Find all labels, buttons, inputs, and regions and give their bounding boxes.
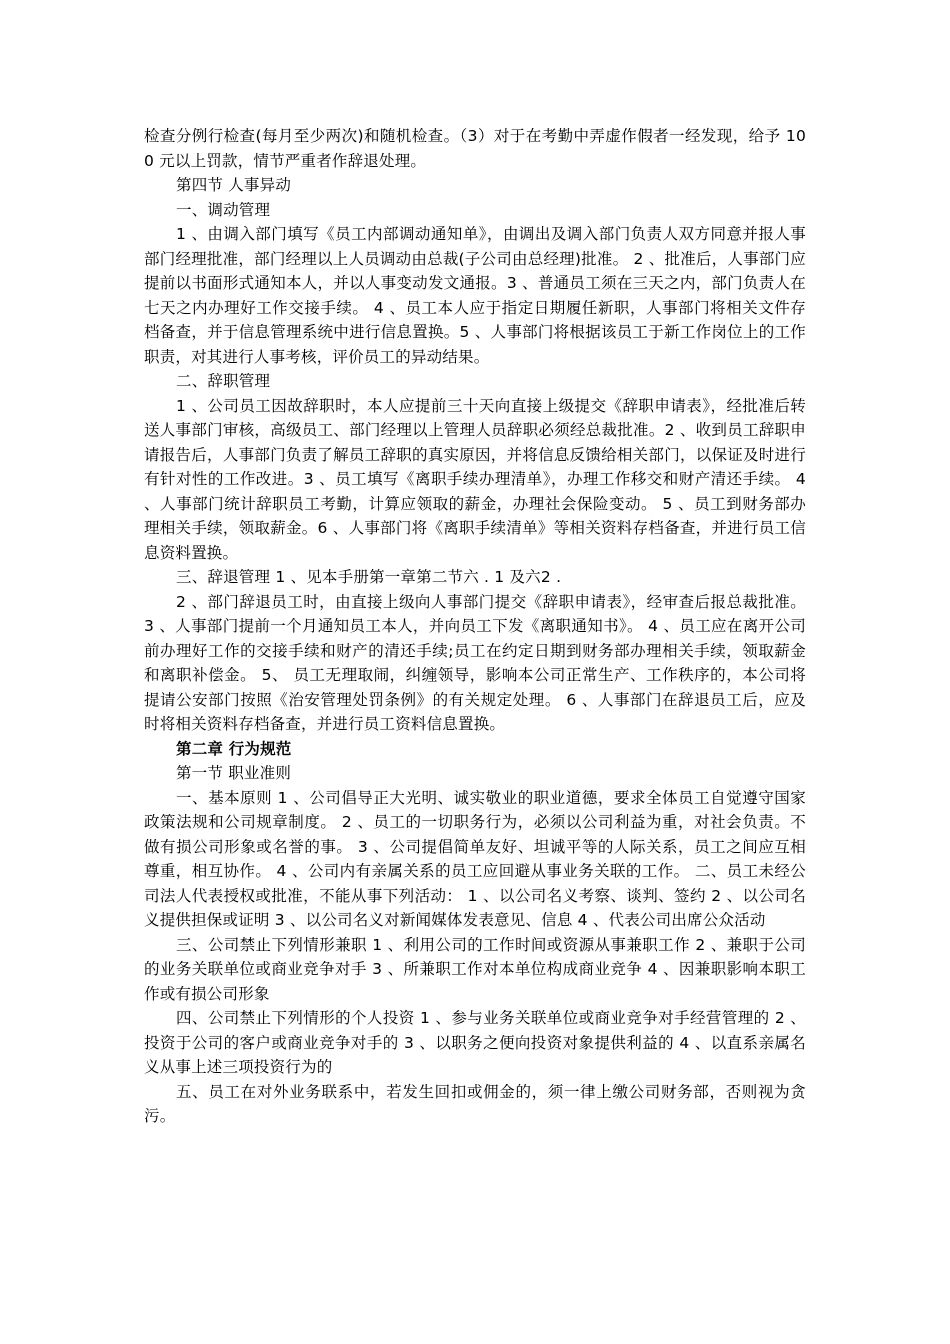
document-paragraph: 一、调动管理	[176, 200, 271, 219]
document-paragraph: 1 、由调入部门填写《员工内部调动通知单》，由调出及调入部门负责人双方同意并报人事部门经理批准，部门经理以上人员调动由总裁(子公司由总经理)批准。 2 、批准后，人事部门应提前以书面形式通知本人，并以人事变动发文通报。3 、普通员工须在三天之内，部门负责人在七天之内办理好工作交接手续。 4 、员工本人应于指定日期履任新职，人事部门将相关文件存档备查，并于信息管理系统中进行信息置换。5 、人事部门将根据该员工于新工作岗位上的工作职责，对其进行人事考核，评价员工的异动结果。	[144, 225, 806, 366]
document-paragraph: 四、公司禁止下列情形的个人投资 1 、参与业务关联单位或商业竞争对手经营管理的 2 、投资于公司的客户或商业竞争对手的 3 、以职务之便向投资对象提供利益的 4 、以直系亲属名义从事上述三项投资行为的	[144, 1009, 806, 1076]
document-paragraph: 二、辞职管理	[176, 372, 271, 390]
document-paragraph: 1 、公司员工因故辞职时，本人应提前三十天向直接上级提交《辞职申请表》，经批准后转送人事部门审核，高级员工、部门经理以上管理人员辞职必须经总裁批准。2 、收到员工辞职申请报告后，人事部门负责了解员工辞职的真实原因，并将信息反馈给相关部门，以保证及时进行有针对性的工作改进。3 、员工填写《离职手续办理清单》，办理工作移交和财产清还手续。 4 、人事部门统计辞职员工考勤，计算应领取的薪金，办理社会保险变动。 5 、员工到财务部办理相关手续，领取薪金。6 、人事部门将《离职手续清单》等相关资料存档备查，并进行员工信息资料置换。	[144, 396, 806, 562]
document-paragraph: 2 、部门辞退员工时，由直接上级向人事部门提交《辞职申请表》，经审查后报总裁批准。 3 、人事部门提前一个月通知员工本人，并向员工下发《离职通知书》。 4 、员工应在离开公司前办理好工作的交接手续和财产的清还手续;员工在约定日期到财务部办理相关手续，领取薪金和离职补偿金。 5、 员工无理取闹，纠缠领导，影响本公司正常生产、工作秩序的，本公司将提请公安部门按照《治安管理处罚条例》的有关规定处理。 6 、人事部门在辞退员工后，应及时将相关资料存档备查，并进行员工资料信息置换。	[144, 592, 806, 733]
document-paragraph: 第四节 人事异动	[176, 176, 292, 194]
document-paragraph: 第一节 职业准则	[176, 764, 292, 782]
chapter-heading: 第二章 行为规范	[176, 739, 292, 758]
document-paragraph: 五、员工在对外业务联系中，若发生回扣或佣金的，须一律上缴公司财务部，否则视为贪污。	[144, 1082, 806, 1125]
document-paragraph: 三、公司禁止下列情形兼职 1 、利用公司的工作时间或资源从事兼职工作 2 、兼职于公司的业务关联单位或商业竞争对手 3 、所兼职工作对本单位构成商业竞争 4 、因兼职影响本职工作或有损公司形象	[144, 935, 806, 1003]
document-page	[144, 124, 806, 1129]
document-paragraph: 一、基本原则 1 、公司倡导正大光明、诚实敬业的职业道德，要求全体员工自觉遵守国家政策法规和公司规章制度。 2 、员工的一切职务行为，必须以公司利益为重，对社会负责。不做有损公司形象或名誉的事。 3 、公司提倡简单友好、坦诚平等的人际关系，员工之间应互相尊重，相互协作。 4 、公司内有亲属关系的员工应回避从事业务关联的工作。 二、员工未经公司法人代表授权或批准，不能从事下列活动： 1 、以公司名义考察、谈判、签约 2 、以公司名义提供担保或证明 3 、以公司名义对新闻媒体发表意见、信息 4 、代表公司出席公众活动	[144, 788, 806, 929]
document-paragraph: 三、辞退管理 1 、见本手册第一章第二节六 . 1 及六2 .	[176, 568, 562, 586]
document-paragraph: 检查分例行检查(每月至少两次)和随机检查。（3）对于在考勤中弄虚作假者一经发现，给予 100 元以上罚款，情节严重者作辞退处理。	[144, 127, 806, 170]
